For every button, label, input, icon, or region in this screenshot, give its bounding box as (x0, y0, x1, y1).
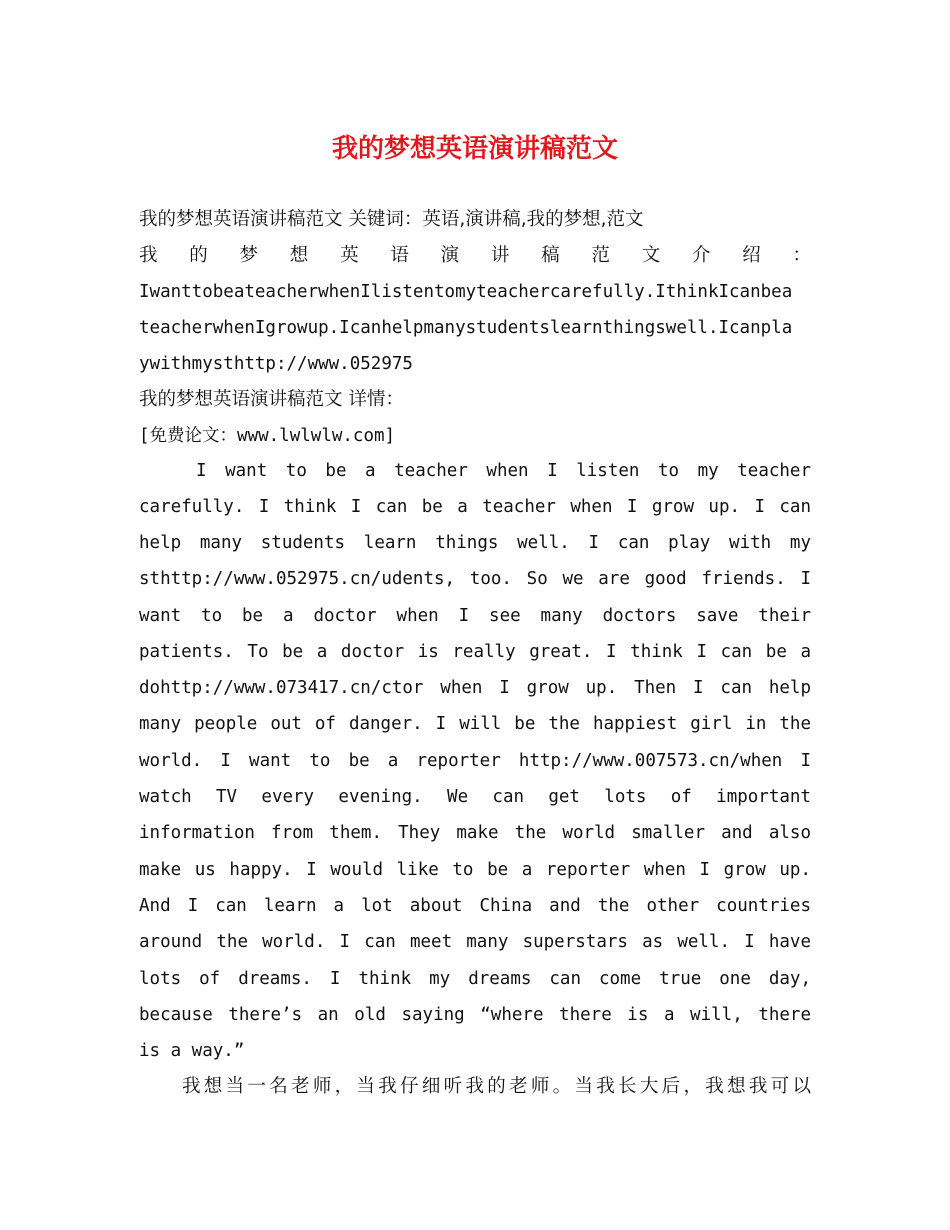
body-line: patients. To be a doctor is really great. I think I can be a (139, 642, 811, 662)
source-line: [免费论文：www.lwlwlw.com] (139, 426, 396, 446)
document-title: 我的梦想英语演讲稿范文 (331, 134, 618, 164)
body-line: want to be a doctor when I see many doctors save their (139, 606, 811, 626)
body-line: world. I want to be a reporter http://www.007573.cn/when I (139, 751, 811, 771)
body-line: I want to be a teacher when I listen to my teacher (196, 461, 811, 481)
body-line: lots of dreams. I think my dreams can come true one day, (139, 969, 811, 989)
body-line: many people out of danger. I will be the happiest girl in the (139, 714, 811, 734)
body-line: dohttp://www.073417.cn/ctor when I grow up. Then I can help (139, 678, 811, 698)
intro-label-line: 我 的 梦 想 英 语 演 讲 稿 范 文 介 绍 ： (139, 245, 811, 266)
body-line: because there’s an old saying “where there is a will, there (139, 1005, 811, 1025)
body-line: is a way.” (139, 1041, 245, 1061)
body-line: make us happy. I would like to be a reporter when I grow up. (139, 860, 811, 880)
intro-text-line: ywithmysthttp://www.052975 (139, 354, 413, 374)
intro-text-line: IwanttobeateacherwhenIlistentomyteachercarefully.IthinkIcanbea (139, 282, 793, 302)
body-line: around the world. I can meet many superstars as well. I have (139, 932, 811, 952)
body-line: information from them. They make the world smaller and also (139, 823, 811, 843)
chinese-paragraph-line: 我想当一名老师，当我仔细听我的老师。当我长大后，我想我可以 (182, 1076, 811, 1097)
details-label: 我的梦想英语演讲稿范文 详情： (139, 389, 404, 410)
body-line: watch TV every evening. We can get lots of important (139, 787, 811, 807)
keywords-line: 我的梦想英语演讲稿范文 关键词：英语,演讲稿,我的梦想,范文 (139, 209, 644, 230)
body-line: And I can learn a lot about China and the other countries (139, 896, 811, 916)
body-line: help many students learn things well. I can play with my (139, 533, 811, 553)
intro-text-line: teacherwhenIgrowup.Icanhelpmanystudentslearnthingswell.Icanpla (139, 318, 793, 338)
body-line: carefully. I think I can be a teacher when I grow up. I can (139, 497, 811, 517)
body-line: sthttp://www.052975.cn/udents, too. So we are good friends. I (139, 569, 811, 589)
